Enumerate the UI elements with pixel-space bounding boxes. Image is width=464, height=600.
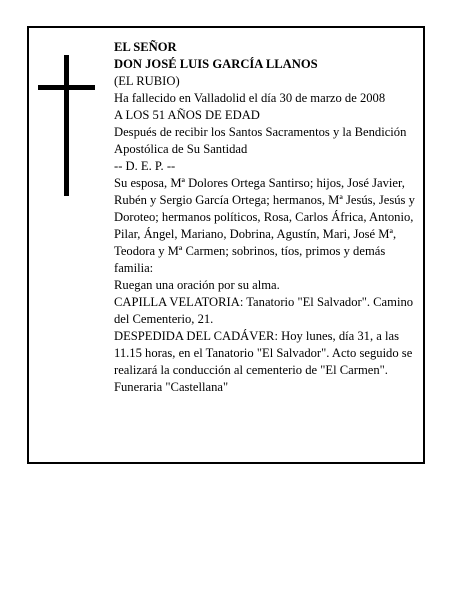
prayer-request: Ruegan una oración por su alma. [114,278,280,292]
obituary-text [114,39,426,396]
title-line-1: EL SEÑOR [114,40,177,54]
funeral-home: Funeraria "Castellana" [114,380,229,394]
cross-vertical-bar [64,55,69,196]
chapel-info: CAPILLA VELATORIA: Tanatorio "El Salvador". Camino del Cementerio, 21. [114,295,414,326]
death-statement: Ha fallecido en Valladolid el día 30 de marzo de 2008 [114,91,386,105]
deceased-name: DON JOSÉ LUIS GARCÍA LLANOS [114,57,318,71]
family-list: Su esposa, Mª Dolores Ortega Santirso; hijos, José Javier, Rubén y Sergio García Ortega; hermanos, Mª Jesús, Jesús y Doroteo; hermanos políticos, Rosa, Carlos África, Antonio, Pilar, Ángel, Mariano, Dobrina, Agustín, Mari, José Mª, Teodora y Mª Carmen; sobrinos, tíos, primos y demás familia: [114,176,415,275]
sacraments-statement: Después de recibir los Santos Sacramentos y la Bendición Apostólica de Su Santidad [114,125,407,156]
nickname: (EL RUBIO) [114,74,180,88]
age-statement: A LOS 51 AÑOS DE EDAD [114,108,260,122]
dep-line: -- D. E. P. -- [114,159,176,173]
cross-horizontal-bar [38,85,95,90]
farewell-info: DESPEDIDA DEL CADÁVER: Hoy lunes, día 31, a las 11.15 horas, en el Tanatorio "El Salvador". Acto seguido se realizará la conducción al cementerio de "El Carmen". [114,329,413,377]
